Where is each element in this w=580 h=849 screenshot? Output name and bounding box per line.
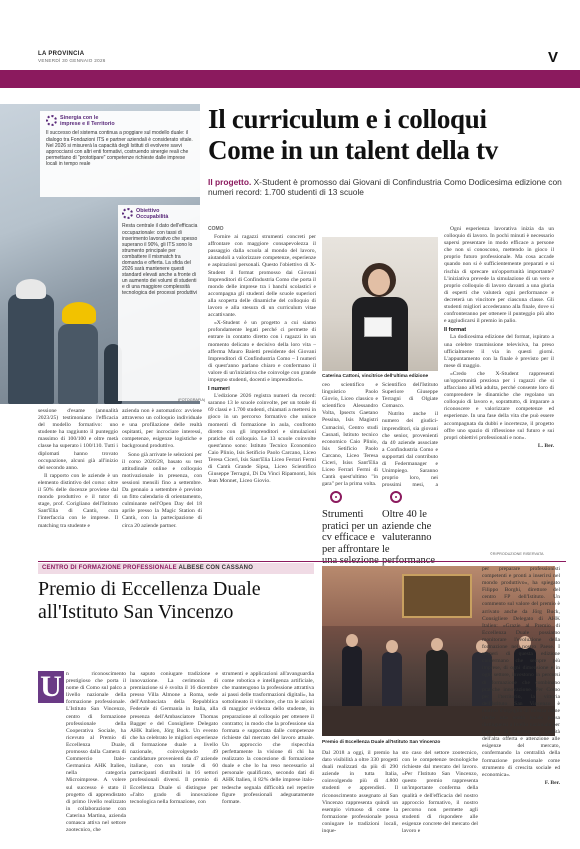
person-head [346, 634, 358, 647]
helmet-shape [62, 302, 96, 324]
person-head [386, 640, 398, 653]
info-box-synergy [40, 111, 202, 197]
article-column-3: Scientifico dell'Istituto Superiore Giuseppe Terragni di Olgiate Comasco. Nutrito anche il numero dei giudici-imprenditori, sia giovani che senior, provenienti da 40 aziende associate a Confindustria Como e supportati dal contributo di Federmanager e Unimpiego. Saranno proprio loro, nei prossimi mesi, a [382, 382, 438, 488]
info-box-text: Il successo del sistema continua a poggiare sul modello duale: il dialogo tra Fondazioni ITS e partner aziendali è considerato vitale. Nel 2026 si misurerà la capacità degli Istituti di evolvere savvi approcciarsi con altri enti formativi, costruendo sinergie reali che permettano di "prototipare" competenze richieste dalle imprese locali in tempo reale [46, 130, 193, 167]
article2-column-1: n riconoscimento prestigioso che porta il nome di Como sul palco a livello nazionale della formazione professionale. L'Istituto San Vincenzo, centro di formazione professionale della Cooperativa Sociale, ha ricevuto al Premio di Eccellenza Duale, promosso dalla Camera di Commercio Italo-Germanica AHK Italien, nella categoria Microimprese. A volere sul successo è stato il progetto di apprendistato di primo livello realizzato in collaborazione con Caterina Martina, azienda comasca attiva nel settore zootecnico, che [66, 671, 126, 834]
person-head [431, 638, 443, 651]
article-column-4: Ogni esperienza lavorativa inizia da un colloquio di lavoro. In pochi minuti è necessario sapersi presentare in modo efficace a persone che non si conoscono, mettendo in gioco il proprio futuro professionale. Ma cosa accade quando non si è sufficientemente preparati e si rischia di sprecare un'opportunità importante? L'iniziativa prevede la simulazione di un vero e proprio colloquio di lavoro davanti a una giuria di esperti che valuterà ogni performance e decreterà un vincitore per ciascuna classe. Gli studenti migliori accederanno alla finale, dove si confronteranno per ottenere il punteggio più alto e aggiudicarsi il premio in palio. Il format La dodicesima edizione del format, ispirato a una celebre trasmissione televisiva, ha preso ufficialmente il via in questi giorni. L'appuntamento con la finale è previsto per il mese di maggio. «Credo che X-Student rappresenti un'opportunità preziosa per i ragazzi che si affacciano all'età adulta, perché consente loro di comprendere le dinamiche che regolano un colloquio di lavoro e, soprattutto, di imparare a riconoscere e valorizzare competenze ed esperienze. In una fase della vita che può essere accompagnata da dubbi e incertezze, il progetto offre uno spazio di riflessione sul futuro e sui propri obiettivi professionali e non». L. Ber. [444, 226, 554, 449]
article-headline: Il curriculum e i colloqui Come in un talent della tv [208, 104, 498, 165]
section-tag: CENTRO DI FORMAZIONE PROFESSIONALE ALBESE CON CASSANO [38, 563, 314, 574]
gear-icon [46, 115, 57, 126]
helmet-shape [16, 279, 46, 299]
left-column-2: azienda non è automatico: avviene attraverso un colloquio individuale e una profilazione delle realtà ospitanti, per incrociare interessi, competenze, esigenze logistiche e background produttivo. Sono già arrivate le selezioni per il corso 2026/28, basato su test attitudinale online e colloquio motivazionale in presenza, con sessioni mensili fino a settembre. Da gennaio a settembre è previsto un fitto calendario di orientamento, culminante nell'Open Day del 18 aprile presso la Magic Station di Cantù, con la partecipazione di circa 20 aziende partner. [122, 408, 202, 529]
article2-column-2: ha saputo coniugare tradizione e innovazione. La cerimonia di premiazione si è svolta il 16 dicembre presso Villa Almone a Roma, sede dell'Ambasciata della Repubblica Federale di Germania in Italia, alla presenza dell'Ambasciatore Thomas Bagger e del Consigliere Delegato AHK Italien, Jörg Buck. Un evento che ha celebrato le migliori esperienze di formazione duale a livello nazionale, coinvolgendo 49 candidature provenienti da 47 aziende italiane, con un totale di 60 partecipanti distribuiti in 16 settori professionali diversi. Il premio di Eccellenza Duale si distingue per «l'alto grado di innovazione tecnologica nella formazione, con [130, 671, 218, 805]
certificate-shape [364, 317, 392, 337]
info-box-employability [118, 205, 202, 401]
article2-column-6: per preparare professionisti competenti e pronti a inserirsi nel mondo produttivo», ha spiegato Filippo Borghi, direttore del centro FP dell'Istituto. Un commento sul valore del premio è arrivato anche da Jörg Buck, Consigliere Delegato di AHK Italien: «Grazie al Premio di Eccellenza Duale possiamo monitorare l'evoluzione della formazione nel nostro Paese. I numeri di questa edizione confermano che sempre più imprese, di ogni dimensione e in ogni settore, investono in percorsi di formazione che combinano pratiche innovazione. Per Como per l'territorio, la vittoria dell'Istituto San Vincenzo è motivo d'orgoglio di mostra come anche una realtà locale possa distinguersi a livello nazionale per capacità di innovazione, qualità dell'alta offerta e attenzione alle esigenze del mercato, confermando la centralità della formazione professionale come strumento di crescita sociale ed economica». F. Ber. [482, 566, 560, 786]
article2-column-4: Dal 2018 a oggi, il premio ha dato visibilità a oltre 330 progetti duali realizzati da più di 290 aziende in tutta Italia, coinvolgendo più di 4.800 studenti e apprendisti. Il riconoscimento assegnato al San Vincenzo rappresenta quindi un esempio virtuoso di come la formazione professionale possa coniugare le tradizioni locali, inque- [322, 750, 398, 835]
photo-credit: (FOTOGRAFIA) [178, 398, 206, 402]
pullquote-1: Strumenti pratici per un cv efficace e per affrontare [322, 509, 380, 555]
pullquote-2: Oltre 40 le aziende che valuteranno le [382, 509, 432, 555]
top-color-band [0, 70, 580, 88]
info-box-title: Obiettivo Occupabilità [136, 208, 169, 221]
left-column-1: sessione d'esame (annualità 2023/25) testimoniano l'efficacia del modello formativo: uno studente ha raggiunto il punteggio massimo di 100/100 e oltre metà classe ha superato i 100/110. Tutti i diplomati hanno trovato occupazione, alcuni già all'inizio del secondo anno. Il rapporto con le aziende è un elemento distintivo del corso: oltre il 50% delle docenze proviene dal mondo produttivo e il tutor di stage, prof. Corigliano dell'Istituto Sant'Elia di Cantù, cura l'interfaccia con le imprese. Il matching tra studente e [38, 408, 118, 529]
article-column-2: ceo scientifico e linguistico Paolo Giovio, Liceo classico e scientifico Alessandro Volta, Ipsects Gaetano Pessina, Isis Magistri Cumacini, Centro studi Casnati, Istituto tecnico economico Caio Plinio, Isis Setificio Paolo Carcano, Liceo Teresa Ciceri, Isiss Sant'Elia Liceo Ferrari Fermi di Cantù quest'ultimo "in gara" per la prima volta. [322, 382, 378, 488]
photo-caption: Caterina Cattoni, vincitrice dell'ultima edizione [322, 374, 429, 379]
face-shape [368, 269, 390, 295]
article2-column-3: strumenti e applicazioni all'avanguardia come robotica e intelligenza artificiale, che mantengono la professione attrattiva ai passi delle trasformazioni digitali», ha sottolineato il vincitore, che tra le azioni di maggior evidenza dello studente, in preparazione al colloquio per ottenere il contratto; in modo che la professione sia formata e supportata dalle competenze richieste dal mercato del lavoro attuale. Un approccio che rispecchia perfettamente la visione di chi ha realizzato la concezione di formazione duale e che lo ha reso necessario al personale qualificato, secondo dati di AHK Italien, il 82% delle imprese italo-tedesche segnala difficoltà nel reperire figure professionali adeguatamente formate. [222, 671, 314, 805]
dateline: VENERDÌ 30 GENNAIO 2026 [38, 58, 106, 63]
student-photo [322, 237, 438, 371]
info-box-text: Resta centrale il dato dell'efficacia occupazionale: con tassi di inserimento lavorativo che spesso superano il 90%, gli ITS sono lo strumento principale per combattere il mismatch tra domanda e offerta. La sfida del 2026 sarà mantenere questi standard elevati anche a fronte di un aumento dei volumi di studenti e di una maggiore complessità tecnologica dei processi produttivi [122, 223, 198, 297]
copyright-note: ©RIPRODUZIONE RISERVATA [490, 552, 544, 556]
masthead: LA PROVINCIA [38, 51, 85, 57]
target-icon [122, 208, 133, 219]
dropcap: U [38, 671, 64, 703]
article2-column-5: sto caso del settore zootecnico, con le competenze tecnologiche richieste dal mercato del lavoro. «Per l'Istituto San Vincenzo, questo premio rappresenta un'importante conferma della qualità e dell'efficacia del nostro approccio formativo, il nostro percorso non permette agli studenti di rispondere alle esigenze concrete del mercato del lavoro e [402, 750, 478, 835]
section-rule [38, 561, 566, 562]
page-letter: V [547, 49, 558, 66]
worker-figure [58, 324, 98, 404]
info-box-title: Sinergia con le imprese e il Territorio [60, 115, 115, 128]
pullquote-icon [390, 491, 402, 503]
worker-figure [8, 294, 54, 404]
article2-headline: Premio di Eccellenza Duale all'Istituto San Vincenzo [38, 578, 261, 623]
painting-shape [402, 574, 472, 618]
article-subhead: Il progetto. X-Student è promosso dai Giovani di Confindustria Como Dodicesima edizione con numeri record: 1.700 studenti di 13 scuole [208, 177, 562, 198]
pullquote-icon [330, 491, 342, 503]
article-column-1: COMO Fornire ai ragazzi strumenti concreti per affrontare con maggiore consapevolezza il passaggio dalla scuola al mondo del lavoro, aiutandoli a valorizzare competenze, esperienze e aspirazioni personali. Questo l'obiettivo di X-Student il format promosso dai Giovani Imprenditori di Confindustria Como che porta il mondo delle imprese tra i banchi scolastici e accompagna gli studenti delle scuole superiori alla scoperta delle dinamiche del colloquio di lavoro e alla stesura di un curriculum vitae accattivante. «X-Student è un progetto a cui siamo profondamente legati perché ci permette di entrare in contatto diretto con i ragazzi in un momento delicato e decisivo della loro vita – afferma Mauro Baietti presidente dei Giovani Imprenditori di Confindustria Como – I numeri di quest'anno parlano chiaro e confermano il valore di un'iniziativa che coinvolge con grande impegno studenti, docenti e imprenditori». I numeri L'edizione 2026 registra numeri da record: saranno 13 le scuole coinvolte, per un totale di 69 classi e 1.700 studenti, chiamati a mettersi in gioco in un percorso formativo che unisce momenti di formazione in aula, confronto diretto con gli imprenditori e simulazioni pratiche di colloquio. Le 13 scuole coinvolte quest'anno sono: Istituto Tecnico Economico Caio Plinio, Isis Setificio Paolo Carcano, Liceo Teresa Ciceri, Isis Sant'Elia Liceo Ferrari Fermi di Cantù Grande Sipsa, Liceo Scientifico Giuseppe Terragni, Di Da Vinci Ripamonti, Isis Jean Monnet, Liceo Giovio. [208, 226, 316, 485]
photo-caption: Premio di Eccellenza Duale all'Istituto San Vincenzo [322, 740, 441, 745]
